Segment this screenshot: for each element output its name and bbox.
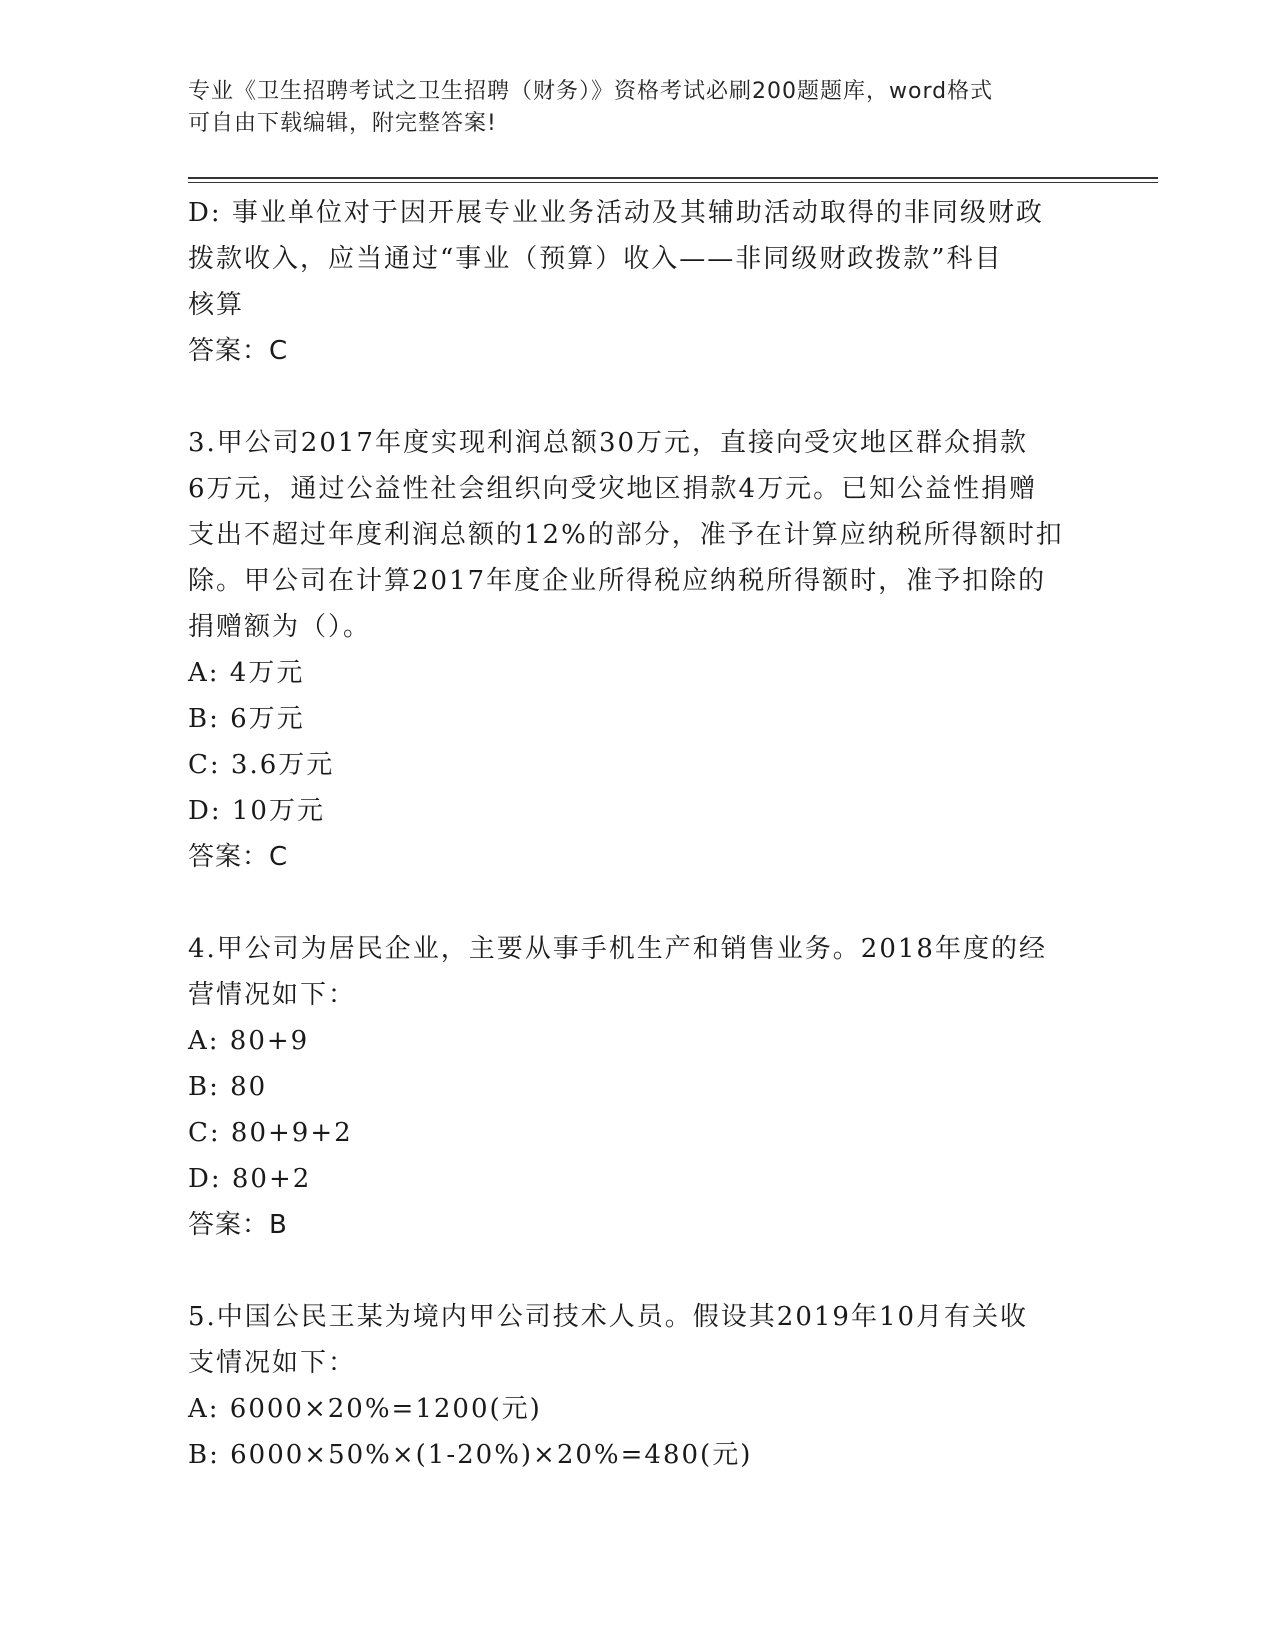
header-title-line-1: 专业《卫生招聘考试之卫生招聘（财务）》资格考试必刷200题题库，word格式 — [188, 79, 994, 104]
q5-stem-line-1: 5.中国公民王某为境内甲公司技术人员。假设其2019年10月有关收 — [188, 1302, 1029, 1332]
q3-stem-line-5: 捐赠额为（）。 — [188, 612, 372, 642]
header-title-line-2: 可自由下载编辑，附完整答案! — [188, 111, 497, 136]
q2-answer: 答案：C — [188, 336, 289, 366]
spacer — [188, 880, 1088, 926]
q2-option-d-line-3: 核算 — [188, 290, 245, 320]
q3-option-a: A: 4万元 — [188, 658, 305, 688]
q3-option-b: B: 6万元 — [188, 704, 305, 734]
q2-option-d-line-2: 拨款收入，应当通过“事业（预算）收入——非同级财政拨款”科目 — [188, 244, 1003, 274]
q5-option-b: B: 6000×50%×(1-20%)×20%=480(元) — [188, 1440, 753, 1470]
q4-option-b: B: 80 — [188, 1072, 268, 1102]
q3-stem-line-4: 除。甲公司在计算2017年度企业所得税应纳税所得额时，准予扣除的 — [188, 566, 1047, 596]
q3-stem-line-2: 6万元，通过公益性社会组织向受灾地区捐款4万元。已知公益性捐赠 — [188, 474, 1038, 504]
q4-stem-line-2: 营情况如下： — [188, 980, 357, 1010]
question-4 — [188, 926, 1088, 1248]
document-body — [188, 190, 1088, 1478]
question-5 — [188, 1294, 1088, 1478]
q3-stem-line-1: 3.甲公司2017年度实现利润总额30万元，直接向受灾地区群众捐款 — [188, 428, 1029, 458]
q4-option-c: C: 80+9+2 — [188, 1118, 353, 1148]
spacer — [188, 374, 1088, 420]
q3-answer: 答案：C — [188, 842, 289, 872]
spacer — [188, 1248, 1088, 1294]
q5-stem-line-2: 支情况如下： — [188, 1348, 357, 1378]
header-divider-thin — [188, 182, 1158, 183]
q3-stem-line-3: 支出不超过年度利润总额的12%的部分，准予在计算应纳税所得额时扣 — [188, 520, 1064, 550]
header-divider-thick — [188, 177, 1158, 179]
q3-option-d: D: 10万元 — [188, 796, 325, 826]
q2-option-d-line-1: D: 事业单位对于因开展专业业务活动及其辅助活动取得的非同级财政 — [188, 198, 1044, 228]
question-2-tail — [188, 190, 1088, 374]
question-3 — [188, 420, 1088, 880]
q5-option-a: A: 6000×20%=1200(元) — [188, 1394, 542, 1424]
q4-stem-line-1: 4.甲公司为居民企业，主要从事手机生产和销售业务。2018年度的经 — [188, 934, 1047, 964]
document-header — [188, 76, 1068, 140]
q4-answer: 答案：B — [188, 1210, 288, 1240]
q4-option-d: D: 80+2 — [188, 1164, 312, 1194]
q4-option-a: A: 80+9 — [188, 1026, 310, 1056]
q3-option-c: C: 3.6万元 — [188, 750, 335, 780]
